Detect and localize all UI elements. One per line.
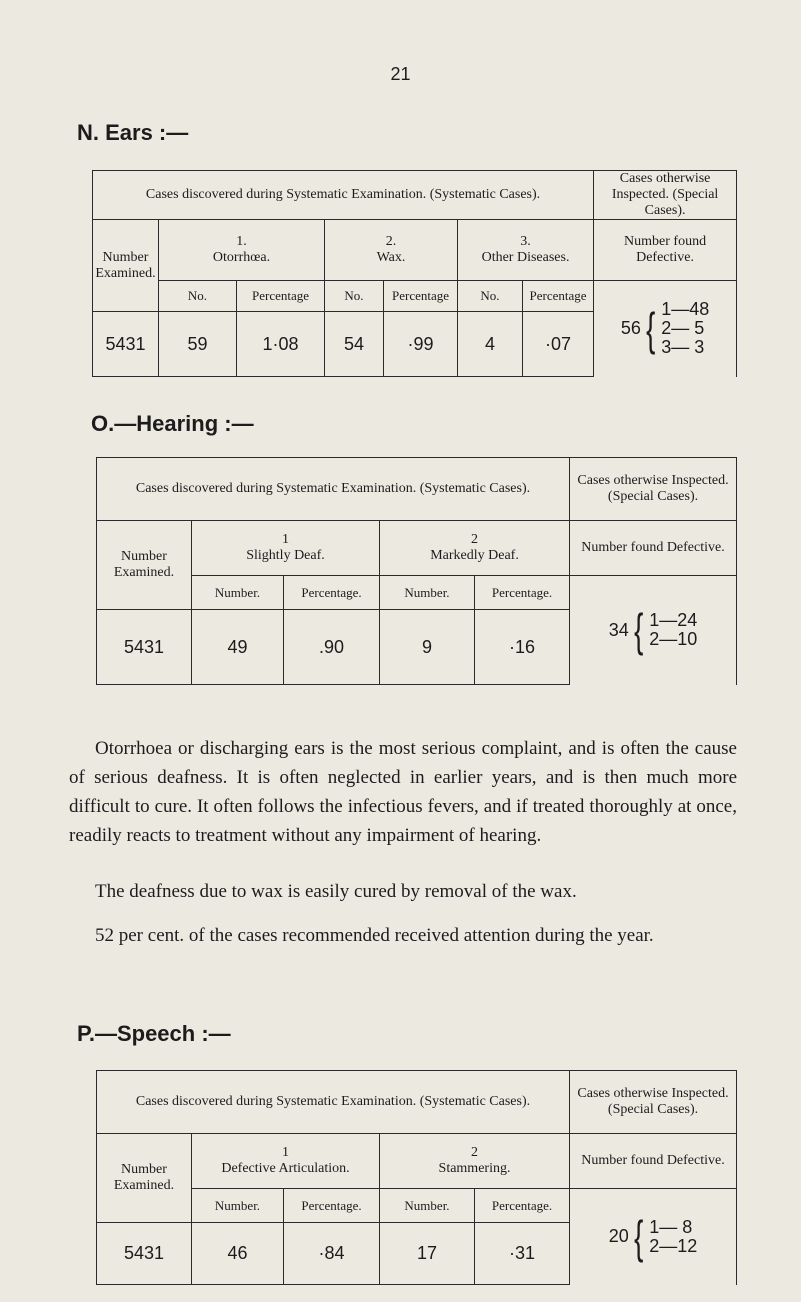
hearing-slight-pct: .90 bbox=[284, 610, 380, 685]
speech-header-special: Cases otherwise Inspected. (Special Cases). bbox=[570, 1071, 737, 1134]
hearing-group-slight bbox=[192, 521, 380, 576]
hearing-pct-header: Percentage. bbox=[284, 576, 380, 610]
defective-line: 2—10 bbox=[649, 629, 698, 650]
speech-stammering-no: 17 bbox=[380, 1223, 475, 1285]
defective-total: 20 bbox=[608, 1226, 629, 1247]
hearing-defective-label: Number found Defective. bbox=[570, 521, 737, 576]
ears-defective-cell bbox=[594, 281, 737, 377]
ears-pct-header: Percentage bbox=[523, 281, 594, 312]
hearing-number-header: Number. bbox=[380, 576, 475, 610]
defective-line: 2— 5 bbox=[661, 318, 705, 339]
speech-group-label: Defective Articulation. bbox=[221, 1161, 350, 1176]
hearing-defective-cell bbox=[570, 576, 737, 685]
ears-header-systematic: Cases discovered during Systematic Examination. (Systematic Cases). bbox=[93, 171, 594, 220]
speech-group-stammering bbox=[380, 1134, 570, 1189]
paragraph-otorrhoea: Otorrhoea or discharging ears is the most serious complaint, and is often the cause of serious deafness. It is often neglected in earlier years, and is then much more difficult to cure. It often follows the infectious fevers, and if treated thoroughly at once, readily reacts to treatment without any impairment of hearing. bbox=[69, 738, 737, 846]
hearing-group-label: Slightly Deaf. bbox=[246, 548, 325, 563]
hearing-heading: O.—Hearing :— bbox=[91, 411, 254, 436]
paragraph-attention: 52 per cent. of the cases recommended received attention during the year. bbox=[95, 925, 654, 946]
defective-line: 1— 8 bbox=[649, 1216, 693, 1237]
page-number: 21 bbox=[390, 64, 411, 84]
speech-group-articulation bbox=[192, 1134, 380, 1189]
ears-group-other bbox=[458, 220, 594, 281]
ears-group-index: 3. bbox=[520, 234, 531, 249]
ears-otorrhoea-no: 59 bbox=[159, 312, 237, 377]
defective-line: 3— 3 bbox=[661, 337, 705, 358]
hearing-header-special: Cases otherwise Inspected. (Special Cases). bbox=[570, 458, 737, 521]
speech-group-index: 2 bbox=[471, 1145, 478, 1160]
ears-examined-value: 5431 bbox=[93, 312, 159, 377]
defective-line: 2—12 bbox=[649, 1235, 698, 1256]
ears-wax-no: 54 bbox=[325, 312, 384, 377]
hearing-group-index: 1 bbox=[282, 532, 289, 547]
hearing-number-header: Number. bbox=[192, 576, 284, 610]
ears-defective-label: Number found Defective. bbox=[594, 220, 737, 281]
ears-heading: N. Ears :— bbox=[77, 120, 189, 145]
speech-defective-label: Number found Defective. bbox=[570, 1134, 737, 1189]
hearing-slight-no: 49 bbox=[192, 610, 284, 685]
speech-group-index: 1 bbox=[282, 1145, 289, 1160]
speech-number-header: Number. bbox=[192, 1189, 284, 1223]
hearing-header-systematic: Cases discovered during Systematic Examination. (Systematic Cases). bbox=[97, 458, 570, 521]
hearing-defective-breakdown bbox=[608, 604, 698, 657]
hearing-pct-header: Percentage. bbox=[475, 576, 570, 610]
speech-pct-header: Percentage. bbox=[284, 1189, 380, 1223]
defective-line: 1—48 bbox=[661, 299, 710, 320]
speech-number-header: Number. bbox=[380, 1189, 475, 1223]
defective-total: 34 bbox=[608, 619, 629, 640]
speech-stammering-pct: ·31 bbox=[475, 1223, 570, 1285]
defective-total: 56 bbox=[620, 318, 641, 339]
brace-icon: { bbox=[645, 302, 656, 355]
ears-group-index: 1. bbox=[236, 234, 247, 249]
speech-group-label: Stammering. bbox=[438, 1161, 511, 1176]
hearing-group-marked bbox=[380, 521, 570, 576]
speech-table bbox=[96, 1070, 737, 1285]
ears-group-index: 2. bbox=[385, 234, 397, 249]
ears-pct-header: Percentage bbox=[237, 281, 325, 312]
ears-defective-breakdown bbox=[621, 300, 709, 357]
ears-group-label: Otorrhœa. bbox=[212, 250, 271, 265]
ears-other-no: 4 bbox=[458, 312, 523, 377]
ears-group-label: Other Diseases. bbox=[481, 250, 570, 265]
speech-heading: P.—Speech :— bbox=[77, 1021, 231, 1046]
ears-number-examined-label: Number Examined. bbox=[93, 220, 159, 312]
hearing-group-label: Markedly Deaf. bbox=[430, 548, 519, 563]
ears-pct-header: Percentage bbox=[384, 281, 458, 312]
speech-number-examined-label: Number Examined. bbox=[97, 1134, 192, 1223]
ears-group-label: Wax. bbox=[376, 250, 406, 265]
hearing-marked-pct: ·16 bbox=[475, 610, 570, 685]
hearing-table bbox=[96, 457, 737, 685]
ears-group-wax bbox=[325, 220, 458, 281]
ears-wax-pct: ·99 bbox=[384, 312, 458, 377]
hearing-number-examined-label: Number Examined. bbox=[97, 521, 192, 610]
defective-line: 1—24 bbox=[649, 610, 698, 631]
speech-header-systematic: Cases discovered during Systematic Examination. (Systematic Cases). bbox=[97, 1071, 570, 1134]
brace-icon: { bbox=[633, 604, 644, 657]
hearing-examined-value: 5431 bbox=[97, 610, 192, 685]
ears-no-header: No. bbox=[325, 281, 384, 312]
speech-examined-value: 5431 bbox=[97, 1223, 192, 1285]
ears-no-header: No. bbox=[159, 281, 237, 312]
ears-group-otorrhoea bbox=[159, 220, 325, 281]
speech-defective-cell bbox=[570, 1189, 737, 1285]
ears-no-header: No. bbox=[458, 281, 523, 312]
speech-pct-header: Percentage. bbox=[475, 1189, 570, 1223]
speech-articulation-pct: ·84 bbox=[284, 1223, 380, 1285]
ears-table bbox=[92, 170, 737, 377]
ears-otorrhoea-pct: 1·08 bbox=[237, 312, 325, 377]
speech-defective-breakdown bbox=[608, 1210, 698, 1263]
hearing-group-index: 2 bbox=[471, 532, 478, 547]
paragraph-wax: The deafness due to wax is easily cured by removal of the wax. bbox=[95, 881, 577, 902]
ears-other-pct: ·07 bbox=[523, 312, 594, 377]
brace-icon: { bbox=[633, 1210, 644, 1263]
ears-header-special: Cases otherwise Inspected. (Special Cases). bbox=[594, 171, 737, 220]
hearing-marked-no: 9 bbox=[380, 610, 475, 685]
speech-articulation-no: 46 bbox=[192, 1223, 284, 1285]
